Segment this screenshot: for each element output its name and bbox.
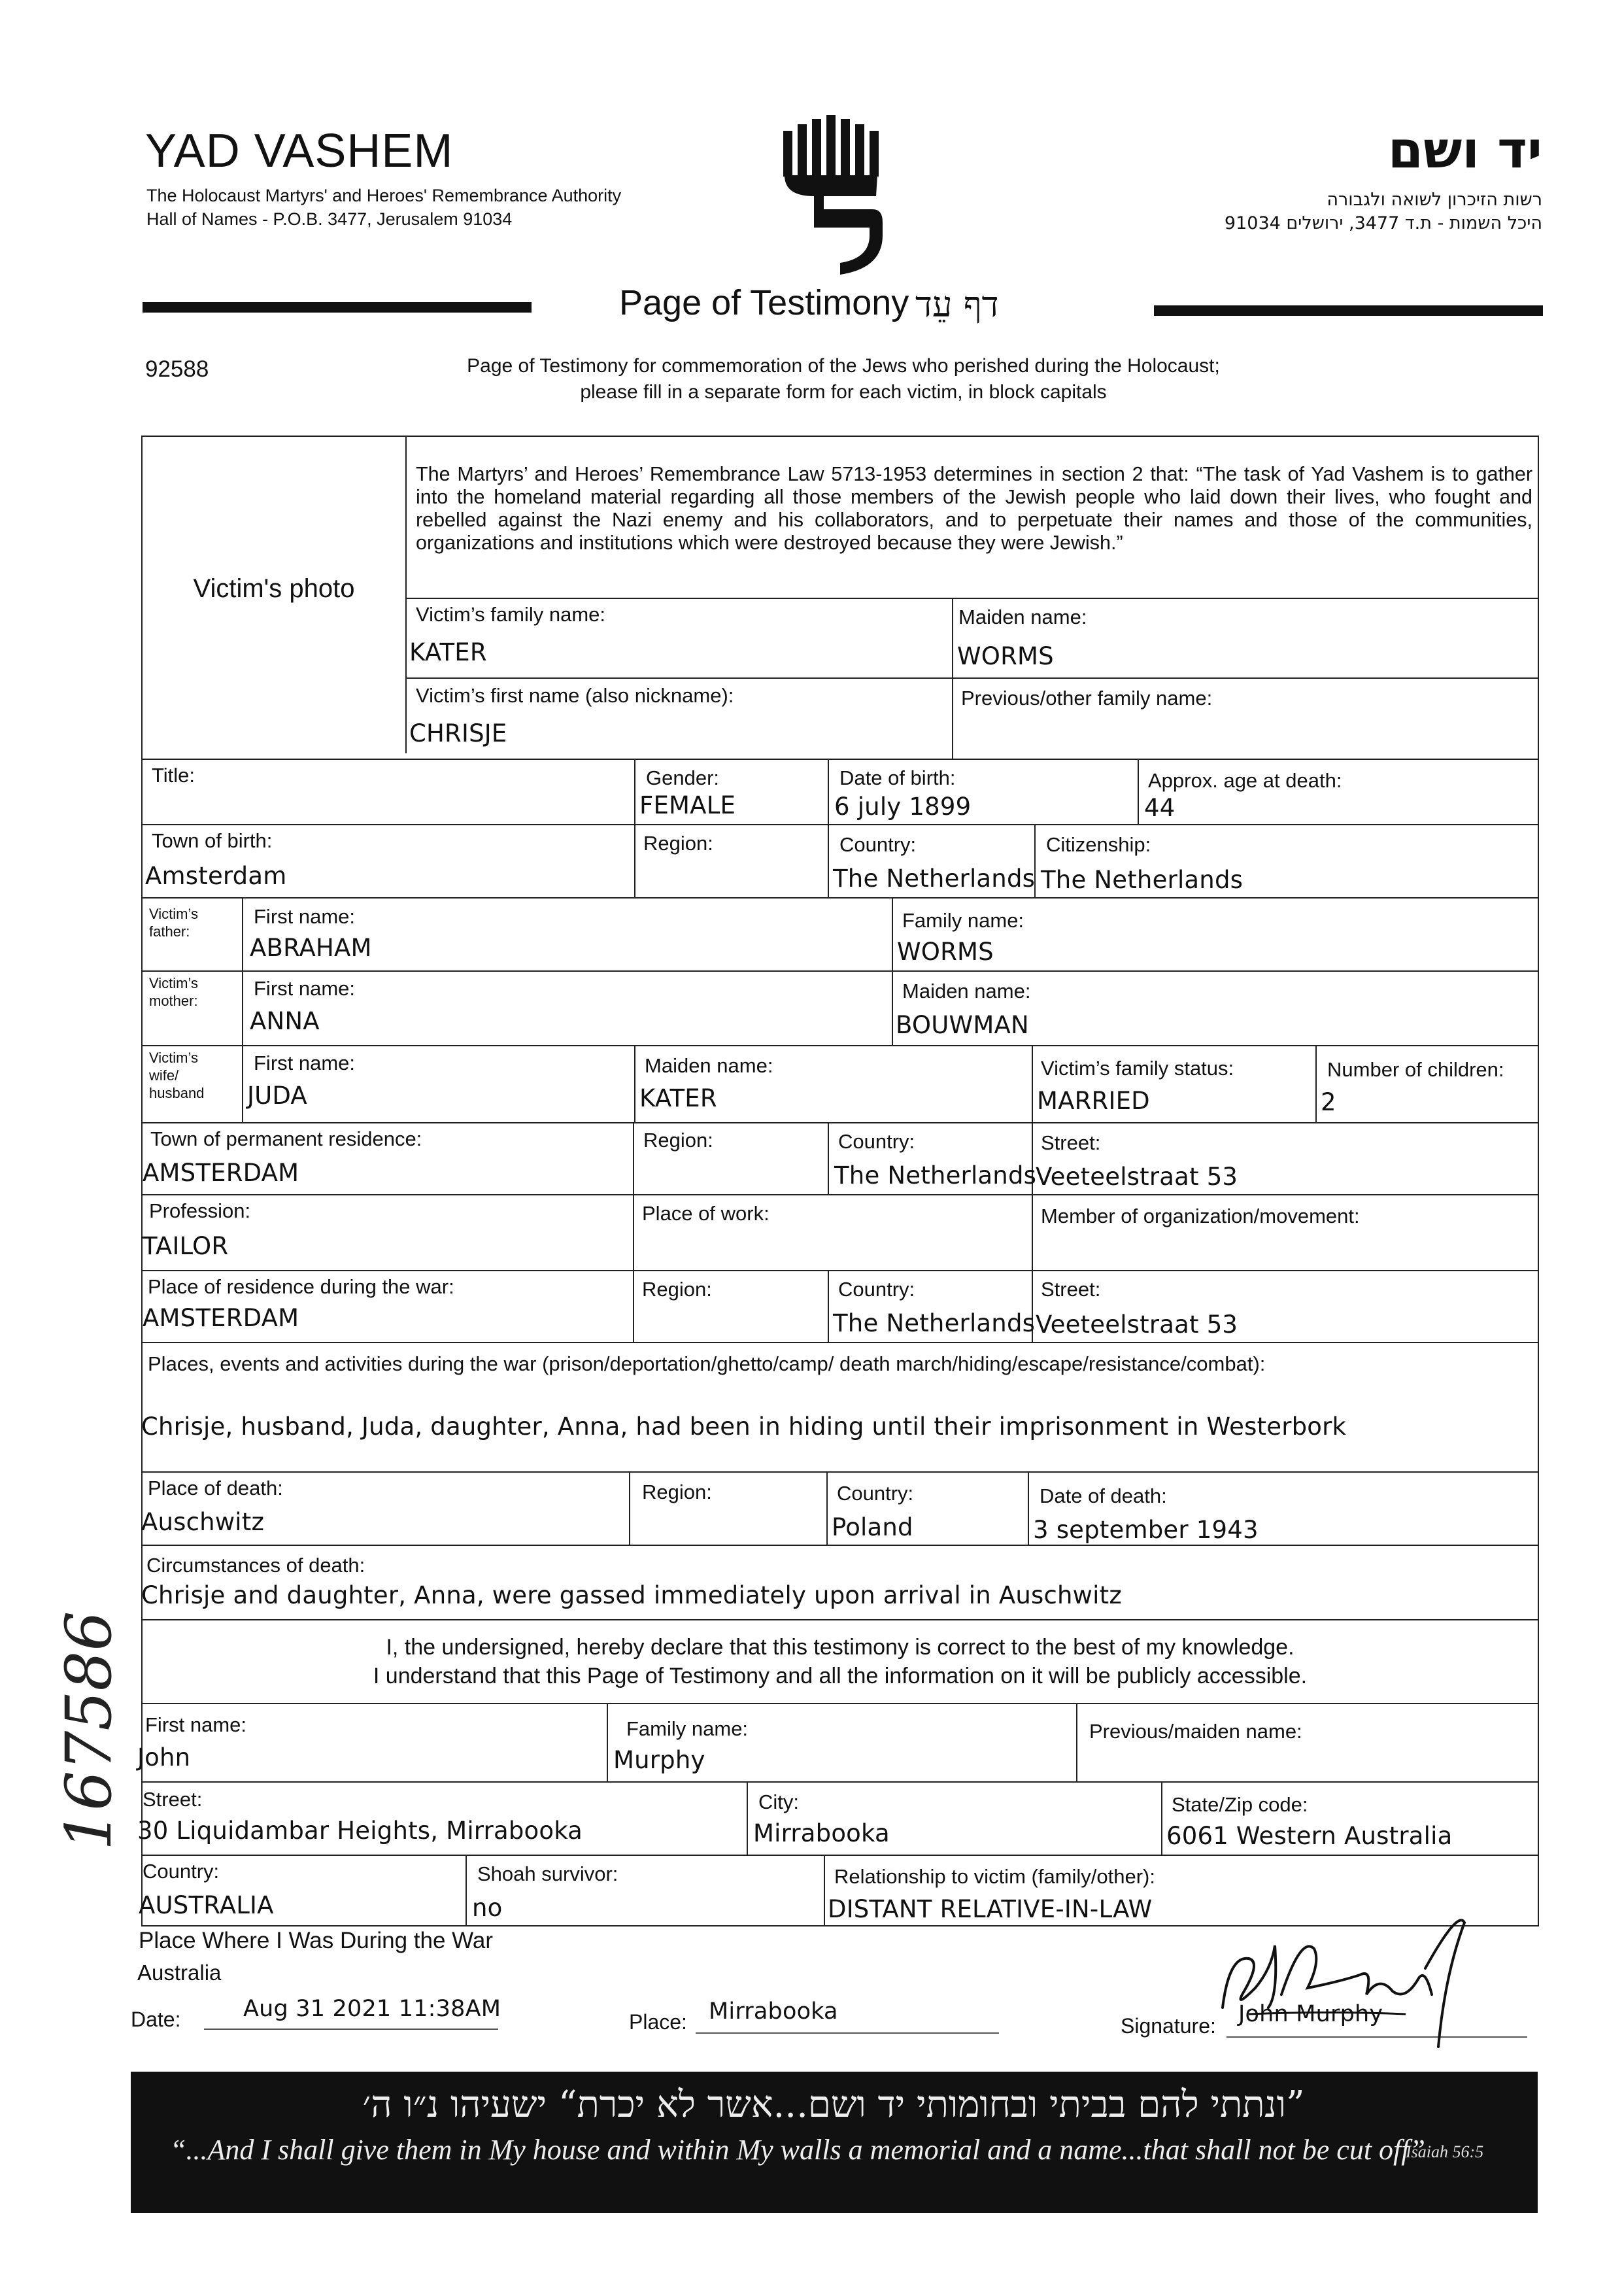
place-value[interactable]: Mirrabooka	[709, 1998, 838, 2025]
title-label: Title:	[152, 764, 195, 787]
org-name: YAD VASHEM	[145, 125, 454, 177]
family-name-label: Victim’s family name:	[416, 603, 605, 626]
children-value[interactable]: 2	[1321, 1088, 1336, 1116]
residence-street-value[interactable]: Veeteelstraat 53	[1036, 1163, 1238, 1191]
residence-region-label: Region:	[643, 1129, 713, 1152]
org-name-hebrew: יד ושם	[1387, 121, 1542, 180]
form-number: 92588	[145, 356, 209, 382]
war-region-label: Region:	[642, 1278, 712, 1301]
intro-line-2: please fill in a separate form for each victim, in block capitals	[580, 381, 1107, 403]
org-address-hebrew: היכל השמות - ת.ד 3477, ירושלים 91034	[1224, 213, 1542, 233]
yad-vashem-logo	[778, 111, 902, 281]
birth-country-label: Country:	[839, 833, 917, 856]
footer-reference: Isaiah 56:5	[1406, 2142, 1484, 2161]
declaration-line-2: I understand that this Page of Testimony and all the information on it will be publicly accessible.	[373, 1664, 1308, 1688]
spouse-maiden-value[interactable]: KATER	[639, 1084, 717, 1112]
war-residence-label: Place of residence during the war:	[148, 1275, 454, 1298]
survivor-label: Shoah survivor:	[477, 1862, 618, 1885]
death-country-value[interactable]: Poland	[832, 1513, 913, 1541]
place-label: Place:	[629, 2010, 687, 2034]
war-country-label: Country:	[838, 1278, 915, 1301]
places-label: Places, events and activities during the war (prison/deportation/ghetto/camp/ death march/hiding/escape/resistance/combat):	[148, 1352, 1266, 1375]
war-place-label: Place Where I Was During the War	[139, 1928, 494, 1953]
submitter-family-label: Family name:	[626, 1717, 749, 1740]
mother-first-label: First name:	[254, 977, 356, 1000]
father-first-value[interactable]: ABRAHAM	[250, 934, 372, 962]
residence-country-value[interactable]: The Netherlands	[834, 1161, 1037, 1190]
death-date-label: Date of death:	[1040, 1484, 1167, 1507]
death-country-label: Country:	[837, 1482, 914, 1505]
death-place-value[interactable]: Auschwitz	[141, 1508, 265, 1536]
spouse-side-label: Victim’s wife/ husband	[149, 1050, 205, 1101]
citizenship-label: Citizenship:	[1046, 833, 1151, 856]
first-name-label: Victim’s first name (also nickname):	[416, 684, 734, 707]
war-country-value[interactable]: The Netherlands	[833, 1309, 1036, 1337]
relationship-value[interactable]: DISTANT RELATIVE-IN-LAW	[828, 1895, 1153, 1923]
signature-name[interactable]: John Murphy	[1238, 2001, 1383, 2027]
first-name-value[interactable]: CHRISJE	[409, 719, 507, 747]
family-name-value[interactable]: KATER	[409, 638, 487, 666]
age-value[interactable]: 44	[1144, 794, 1176, 822]
death-date-value[interactable]: 3 september 1943	[1033, 1516, 1259, 1544]
residence-town-label: Town of permanent residence:	[150, 1127, 422, 1150]
date-label: Date:	[131, 2008, 181, 2031]
mother-side-label: Victim’s mother:	[149, 975, 198, 1009]
circumstances-value[interactable]: Chrisje and daughter, Anna, were gassed immediately upon arrival in Auschwitz	[141, 1581, 1122, 1609]
profession-value[interactable]: TAILOR	[143, 1232, 229, 1260]
gender-value[interactable]: FEMALE	[639, 791, 736, 819]
war-residence-value[interactable]: AMSTERDAM	[143, 1304, 299, 1332]
town-birth-value[interactable]: Amsterdam	[145, 862, 287, 890]
prev-name-label: Previous/other family name:	[961, 687, 1213, 710]
submitter-city-label: City:	[758, 1790, 799, 1813]
maiden-name-value[interactable]: WORMS	[957, 642, 1054, 670]
family-status-value[interactable]: MARRIED	[1037, 1087, 1150, 1115]
death-place-label: Place of death:	[148, 1477, 283, 1499]
submitter-prev-label: Previous/maiden name:	[1089, 1720, 1302, 1743]
birth-country-value[interactable]: The Netherlands	[833, 865, 1036, 893]
photo-label: Victim's photo	[193, 574, 355, 603]
circumstances-label: Circumstances of death:	[146, 1554, 365, 1577]
submitter-city-value[interactable]: Mirrabooka	[753, 1819, 890, 1847]
residence-country-label: Country:	[838, 1130, 915, 1153]
relationship-label: Relationship to victim (family/other):	[834, 1865, 1155, 1888]
right-rule	[1154, 305, 1543, 316]
dob-value[interactable]: 6 july 1899	[834, 793, 972, 821]
law-text: The Martyrs’ and Heroes’ Remembrance Law 5713-1953 determines in section 2 that: “The task of Yad Vashem is to gather into the homeland material regarding all those members of the Jewish people who laid down their lives, who fought and rebelled against the Nazi enemy and his collaborators, and to perpetuate their names and those of the communities, organizations and institutions which were destroyed because they were Jewish.”	[416, 463, 1532, 554]
survivor-value[interactable]: no	[472, 1894, 503, 1922]
footer-hebrew-quote: ”ונתתי להם בביתי ובחומותי יד ושם...אשר לא יכרת“ ישעיהו נ״ו ה׳	[362, 2083, 1305, 2126]
date-value[interactable]: Aug 31 2021 11:38AM	[243, 1996, 501, 2022]
page-title: Page of Testimony	[619, 283, 909, 322]
signature-label: Signature:	[1121, 2014, 1216, 2038]
spouse-first-label: First name:	[254, 1052, 356, 1074]
page-title-hebrew: דף עֵד	[915, 284, 999, 325]
town-birth-label: Town of birth:	[152, 829, 273, 852]
dob-label: Date of birth:	[839, 766, 956, 789]
member-label: Member of organization/movement:	[1041, 1205, 1360, 1227]
father-family-label: Family name:	[902, 909, 1024, 932]
places-value[interactable]: Chrisje, husband, Juda, daughter, Anna, had been in hiding until their imprisonment in Westerbork	[141, 1412, 1347, 1441]
submitter-first-label: First name:	[145, 1713, 247, 1736]
residence-street-label: Street:	[1041, 1131, 1101, 1154]
submitter-street-label: Street:	[143, 1788, 203, 1811]
father-family-value[interactable]: WORMS	[897, 938, 994, 966]
war-street-label: Street:	[1041, 1278, 1101, 1301]
citizenship-value[interactable]: The Netherlands	[1041, 866, 1243, 894]
intro-line-1: Page of Testimony for commemoration of the Jews who perished during the Holocaust;	[467, 355, 1220, 377]
submitter-country-value[interactable]: AUSTRALIA	[139, 1891, 274, 1919]
children-label: Number of children:	[1327, 1058, 1504, 1081]
left-rule	[143, 302, 532, 313]
family-status-label: Victim’s family status:	[1041, 1057, 1234, 1080]
submitter-family-value[interactable]: Murphy	[613, 1746, 705, 1774]
spouse-maiden-label: Maiden name:	[645, 1054, 773, 1077]
gender-label: Gender:	[646, 766, 720, 789]
residence-town-value[interactable]: AMSTERDAM	[143, 1159, 299, 1187]
signature-scribble	[1210, 1896, 1484, 2066]
margin-number: 167586	[52, 1611, 126, 1851]
mother-maiden-label: Maiden name:	[902, 980, 1031, 1002]
org-subtitle-hebrew: רשות הזיכרון לשואה ולגבורה	[1327, 190, 1542, 210]
submitter-country-label: Country:	[143, 1860, 220, 1883]
war-place-value: Australia	[137, 1960, 222, 1985]
submitter-state-label: State/Zip code:	[1172, 1793, 1308, 1816]
declaration-line-1: I, the undersigned, hereby declare that this testimony is correct to the best of my knowledge.	[386, 1635, 1294, 1660]
father-side-label: Victim’s father:	[149, 906, 198, 940]
maiden-name-label: Maiden name:	[958, 606, 1087, 628]
father-first-label: First name:	[254, 905, 356, 928]
mother-maiden-value[interactable]: BOUWMAN	[896, 1011, 1029, 1039]
spouse-first-value[interactable]: JUDA	[247, 1082, 307, 1110]
work-place-label: Place of work:	[642, 1202, 770, 1225]
org-address: Hall of Names - P.O.B. 3477, Jerusalem 91034	[146, 209, 513, 229]
profession-label: Profession:	[149, 1199, 251, 1222]
age-label: Approx. age at death:	[1148, 769, 1342, 792]
war-street-value[interactable]: Veeteelstraat 53	[1036, 1310, 1238, 1339]
footer-english-quote: “...And I shall give them in My house and within My walls a memorial and a name...that shall not be cut off”	[170, 2134, 1425, 2166]
birth-region-label: Region:	[643, 832, 713, 855]
submitter-first-value[interactable]: John	[137, 1743, 191, 1772]
org-subtitle: The Holocaust Martyrs' and Heroes' Remembrance Authority	[146, 186, 622, 205]
submitter-state-value[interactable]: 6061 Western Australia	[1166, 1822, 1453, 1850]
death-region-label: Region:	[642, 1481, 712, 1503]
mother-first-value[interactable]: ANNA	[250, 1007, 320, 1035]
submitter-street-value[interactable]: 30 Liquidambar Heights, Mirrabooka	[137, 1817, 583, 1845]
